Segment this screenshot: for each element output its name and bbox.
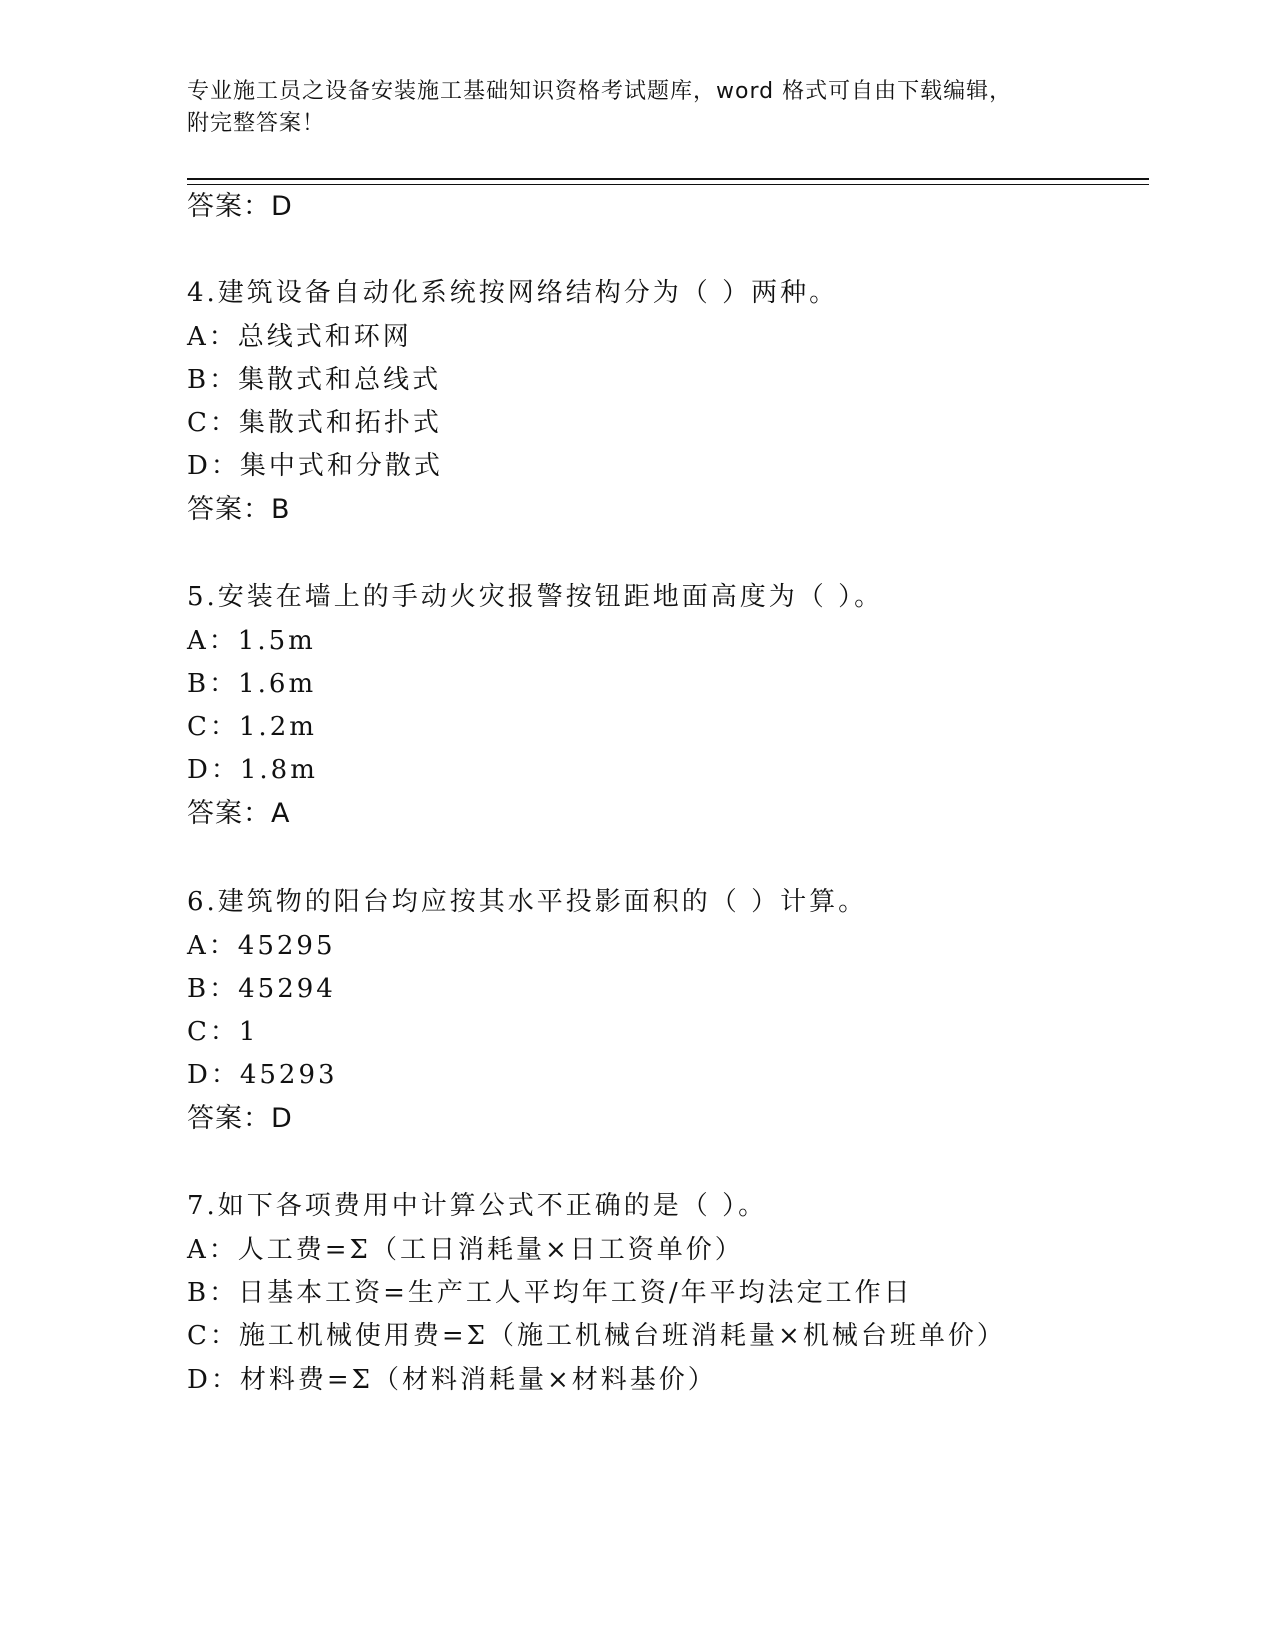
header-divider-thick bbox=[187, 178, 1149, 180]
question-7-option-b: B：日基本工资=生产工人平均年工资/年平均法定工作日 bbox=[187, 1278, 913, 1308]
question-5-option-a: A：1.5m bbox=[187, 626, 316, 656]
question-6-option-a: A：45295 bbox=[187, 931, 336, 961]
question-7-option-a: A：人工费=Σ（工日消耗量×日工资单价） bbox=[187, 1235, 744, 1265]
question-6-option-d: D：45293 bbox=[187, 1060, 338, 1090]
question-6-option-b: B：45294 bbox=[187, 974, 336, 1004]
answer-prev: 答案：D bbox=[187, 191, 293, 222]
answer-4: 答案：B bbox=[187, 494, 291, 525]
header-line-1: 专业施工员之设备安装施工基础知识资格考试题库，word 格式可自由下载编辑， bbox=[187, 79, 1013, 104]
question-5-title: 5.安装在墙上的手动火灾报警按钮距地面高度为（ ）。 bbox=[187, 582, 884, 612]
question-4-title: 4.建筑设备自动化系统按网络结构分为（ ）两种。 bbox=[187, 278, 839, 308]
question-6-option-c: C：1 bbox=[187, 1017, 259, 1047]
answer-5: 答案：A bbox=[187, 798, 291, 829]
question-7-option-c: C：施工机械使用费=Σ（施工机械台班消耗量×机械台班单价） bbox=[187, 1321, 1006, 1351]
question-6-title: 6.建筑物的阳台均应按其水平投影面积的（ ）计算。 bbox=[187, 887, 868, 917]
question-5-option-b: B：1.6m bbox=[187, 669, 317, 699]
question-5-option-c: C：1.2m bbox=[187, 712, 317, 742]
question-5-option-d: D：1.8m bbox=[187, 755, 318, 785]
answer-6: 答案：D bbox=[187, 1103, 293, 1134]
document-header bbox=[187, 76, 1067, 140]
header-divider-thin bbox=[187, 184, 1149, 185]
question-7-title: 7.如下各项费用中计算公式不正确的是（ ）。 bbox=[187, 1191, 768, 1221]
question-4-option-c: C：集散式和拓扑式 bbox=[187, 408, 442, 438]
question-7-option-d: D：材料费=Σ（材料消耗量×材料基价） bbox=[187, 1365, 717, 1395]
question-4-option-d: D：集中式和分散式 bbox=[187, 451, 443, 481]
header-line-2: 附完整答案！ bbox=[187, 111, 326, 136]
question-4-option-a: A：总线式和环网 bbox=[187, 322, 412, 352]
question-4-option-b: B：集散式和总线式 bbox=[187, 365, 442, 395]
